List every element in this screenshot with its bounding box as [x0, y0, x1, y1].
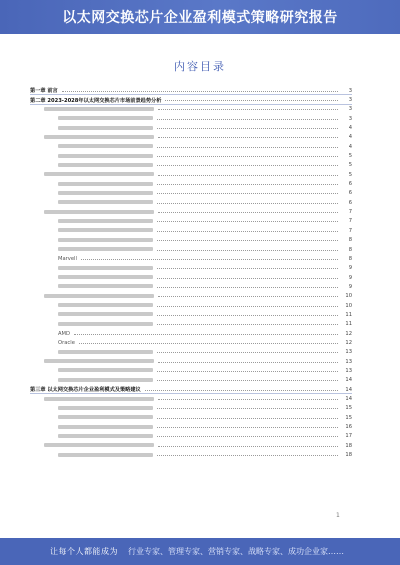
toc-dot-leader [157, 183, 338, 185]
toc-entry[interactable] [30, 236, 352, 245]
toc-entry-text-placeholder [58, 275, 153, 279]
toc-entry[interactable] [30, 114, 352, 123]
toc-entry[interactable] [30, 217, 352, 226]
toc-entry-page: 6 [348, 181, 352, 188]
toc-dot-leader [157, 267, 338, 269]
toc-entry-label: Marvell [58, 255, 77, 262]
toc-entry[interactable] [30, 394, 352, 403]
toc-dot-leader [158, 211, 338, 213]
toc-entry[interactable] [30, 198, 352, 207]
toc-entry-text-placeholder [58, 154, 153, 158]
toc-entry-label [58, 153, 155, 159]
toc-entry-page: 11 [345, 311, 352, 318]
toc-entry-label [58, 405, 155, 411]
toc-entry-page: 15 [345, 405, 352, 412]
toc-dot-leader [157, 239, 338, 241]
toc-entry-label [58, 228, 155, 234]
toc-entry-page: 14 [345, 396, 352, 403]
toc-entry-text-placeholder [58, 219, 153, 223]
toc-chapter-entry[interactable] [30, 86, 352, 95]
toc-entry-page: 8 [348, 237, 352, 244]
toc-entry-page: 9 [348, 265, 352, 272]
toc-dot-leader [158, 445, 338, 447]
toc-entry[interactable] [30, 348, 352, 357]
report-title: 以太网交换芯片企业盈利模式策略研究报告 [62, 10, 338, 26]
toc-entry-label [58, 349, 155, 355]
toc-entry[interactable] [30, 245, 352, 254]
toc-dot-leader [81, 258, 338, 260]
toc-entry-label [58, 415, 155, 421]
toc-entry-label [44, 396, 156, 402]
toc-entry-text-placeholder [58, 312, 153, 316]
toc-entry-label [58, 116, 155, 122]
toc-dot-leader [157, 220, 338, 222]
toc-dot-leader [157, 155, 338, 157]
toc-entry[interactable] [30, 310, 352, 319]
toc-entry[interactable] [30, 301, 352, 310]
toc-heading: 内容目录 [174, 60, 226, 73]
toc-entry[interactable] [30, 329, 352, 338]
toc-entry-label [58, 200, 155, 206]
toc-entry-text-placeholder [44, 359, 154, 363]
toc-entry-text-placeholder [58, 378, 153, 382]
toc-entry-label [58, 162, 155, 168]
toc-entry-page: 3 [348, 106, 352, 113]
toc-entry[interactable] [30, 282, 352, 291]
toc-entry[interactable] [30, 123, 352, 132]
toc-entry-page: 15 [345, 414, 352, 421]
toc-entry[interactable] [30, 189, 352, 198]
toc-dot-leader [157, 370, 338, 372]
toc-dot-leader [62, 90, 338, 92]
toc-entry[interactable] [30, 264, 352, 273]
toc-entry-text-placeholder [58, 182, 153, 186]
toc-dot-leader [79, 342, 338, 344]
toc-entry-text-placeholder [44, 294, 154, 298]
toc-dot-leader [157, 323, 338, 325]
toc-entry-page: 11 [345, 321, 352, 328]
toc-entry-label [44, 359, 156, 365]
toc-entry-label: 第三章 以太网交换芯片企业盈利模式及策略建议 [30, 387, 141, 394]
toc-entry-page: 12 [345, 330, 352, 337]
toc-entry-text-placeholder [44, 172, 154, 176]
toc-entry-page: 10 [345, 302, 352, 309]
toc-dot-leader [157, 249, 338, 251]
toc-dot-leader [157, 230, 338, 232]
toc-entry-page: 3 [348, 87, 352, 94]
toc-entry-page: 18 [345, 452, 352, 459]
toc-entry-text-placeholder [44, 107, 154, 111]
toc-dot-leader [157, 164, 338, 166]
toc-dot-leader [158, 136, 338, 138]
toc-entry-text-placeholder [58, 200, 153, 204]
toc-dot-leader [157, 286, 338, 288]
table-of-contents [30, 86, 352, 516]
toc-entry-text-placeholder [58, 163, 153, 167]
toc-entry[interactable] [30, 366, 352, 375]
toc-entry-text-placeholder [58, 434, 153, 438]
toc-entry-label [58, 190, 155, 196]
toc-entry[interactable] [30, 133, 352, 142]
toc-entry-page: 17 [345, 433, 352, 440]
toc-entry-text-placeholder [58, 247, 153, 251]
toc-entry-page: 12 [345, 339, 352, 346]
toc-entry-page: 16 [345, 424, 352, 431]
toc-entry[interactable] [30, 441, 352, 450]
toc-entry-page: 18 [345, 442, 352, 449]
toc-dot-leader [157, 435, 338, 437]
toc-entry-label [44, 134, 156, 140]
toc-dot-leader [157, 417, 338, 419]
toc-dot-leader [157, 454, 338, 456]
toc-entry-page: 9 [348, 283, 352, 290]
toc-entry-label: 第二章 2023-2028年以太网交换芯片市场前景趋势分析 [30, 97, 162, 104]
toc-entry-text-placeholder [58, 350, 153, 354]
toc-entry-page: 14 [345, 377, 352, 384]
toc-entry-label: 第一章 前言 [30, 88, 58, 95]
toc-entry[interactable] [30, 170, 352, 179]
toc-entry[interactable] [30, 413, 352, 422]
toc-entry[interactable] [30, 338, 352, 347]
toc-entry-text-placeholder [44, 397, 154, 401]
toc-entry-page: 7 [348, 227, 352, 234]
toc-entry-label: Oracle [58, 339, 75, 346]
toc-entry[interactable] [30, 404, 352, 413]
toc-entry-text-placeholder [58, 228, 153, 232]
toc-entry[interactable] [30, 376, 352, 385]
toc-entry[interactable] [30, 142, 352, 151]
toc-entry-label [58, 377, 155, 383]
toc-entry[interactable] [30, 273, 352, 282]
toc-entry[interactable] [30, 207, 352, 216]
toc-entry-text-placeholder [58, 266, 153, 270]
toc-entry-label [58, 125, 155, 131]
toc-entry-label: AMD [58, 330, 71, 337]
toc-entry-label [44, 209, 156, 215]
report-header-banner [0, 0, 400, 34]
toc-dot-leader [157, 127, 338, 129]
toc-entry-label [58, 284, 155, 290]
toc-entry-label [58, 321, 155, 327]
toc-dot-leader [157, 118, 338, 120]
toc-entry[interactable] [30, 292, 352, 301]
footer-slogan: 让每个人都能成为 [50, 547, 118, 556]
toc-entry-text-placeholder [58, 191, 153, 195]
toc-entry-text-placeholder [58, 303, 153, 307]
toc-entry[interactable] [30, 422, 352, 431]
toc-entry-page: 4 [348, 125, 352, 132]
toc-entry-text-placeholder [58, 284, 153, 288]
toc-entry[interactable] [30, 254, 352, 263]
toc-entry-text-placeholder [58, 144, 153, 148]
toc-entry-page: 10 [345, 293, 352, 300]
toc-entry[interactable] [30, 151, 352, 160]
toc-entry-page: 4 [348, 143, 352, 150]
toc-dot-leader [157, 407, 338, 409]
toc-dot-leader [157, 277, 338, 279]
toc-entry-page: 3 [348, 115, 352, 122]
toc-entry-page: 7 [348, 218, 352, 225]
toc-entry-page: 5 [348, 162, 352, 169]
toc-entry[interactable] [30, 105, 352, 114]
toc-dot-leader [165, 99, 338, 101]
toc-entry-label [44, 293, 156, 299]
toc-entry-page: 13 [345, 358, 352, 365]
footer-tagline: 行业专家、管理专家、营销专家、战略专家、成功企业家…… [128, 547, 344, 556]
toc-dot-leader [157, 379, 338, 381]
toc-entry[interactable] [30, 357, 352, 366]
toc-entry-page: 14 [345, 386, 352, 393]
toc-entry-label [58, 424, 155, 430]
toc-entry-label [58, 181, 155, 187]
toc-entry-label [58, 433, 155, 439]
toc-entry-label [58, 218, 155, 224]
toc-entry-text-placeholder [58, 116, 153, 120]
toc-entry-text-placeholder [58, 322, 153, 326]
toc-entry-page: 6 [348, 190, 352, 197]
toc-dot-leader [157, 192, 338, 194]
toc-dot-leader [158, 361, 338, 363]
toc-entry-text-placeholder [44, 135, 154, 139]
toc-dot-leader [74, 333, 338, 335]
toc-entry-text-placeholder [58, 453, 153, 457]
report-footer-banner [0, 538, 400, 565]
toc-entry-label [58, 247, 155, 253]
toc-dot-leader [158, 174, 338, 176]
toc-entry-page: 5 [348, 153, 352, 160]
toc-entry[interactable] [30, 320, 352, 329]
toc-entry-text-placeholder [58, 368, 153, 372]
toc-entry-page: 8 [348, 246, 352, 253]
toc-dot-leader [158, 398, 338, 400]
toc-dot-leader [157, 305, 338, 307]
toc-entry-label [58, 237, 155, 243]
toc-entry-page: 3 [348, 97, 352, 104]
toc-entry-label [58, 452, 155, 458]
toc-dot-leader [158, 108, 338, 110]
toc-entry[interactable] [30, 226, 352, 235]
toc-entry-label [44, 106, 156, 112]
toc-chapter-entry[interactable] [30, 95, 352, 104]
toc-entry-text-placeholder [44, 210, 154, 214]
toc-entry-page: 9 [348, 274, 352, 281]
toc-entry[interactable] [30, 450, 352, 459]
toc-entry-page: 6 [348, 199, 352, 206]
toc-dot-leader [157, 426, 338, 428]
page-number: 1 [336, 512, 340, 519]
toc-entry-page: 13 [345, 349, 352, 356]
toc-entry-label [58, 368, 155, 374]
toc-entry-text-placeholder [58, 238, 153, 242]
toc-entry-page: 4 [348, 134, 352, 141]
toc-dot-leader [157, 351, 338, 353]
toc-dot-leader [157, 146, 338, 148]
toc-entry-page: 13 [345, 367, 352, 374]
toc-entry-page: 5 [348, 171, 352, 178]
toc-dot-leader [158, 295, 338, 297]
toc-dot-leader [157, 314, 338, 316]
toc-dot-leader [145, 389, 338, 391]
toc-entry-text-placeholder [44, 443, 154, 447]
toc-dot-leader [157, 202, 338, 204]
toc-entry-text-placeholder [58, 425, 153, 429]
toc-entry-label [58, 275, 155, 281]
toc-entry-label [58, 312, 155, 318]
toc-entry-page: 7 [348, 209, 352, 216]
toc-chapter-entry[interactable] [30, 385, 352, 394]
toc-entry-page: 8 [348, 255, 352, 262]
toc-entry[interactable] [30, 432, 352, 441]
toc-entry[interactable] [30, 161, 352, 170]
toc-entry-text-placeholder [58, 406, 153, 410]
toc-entry[interactable] [30, 179, 352, 188]
toc-entry-label [58, 265, 155, 271]
toc-entry-label [44, 172, 156, 178]
toc-entry-text-placeholder [58, 415, 153, 419]
toc-entry-label [58, 144, 155, 150]
toc-entry-label [44, 443, 156, 449]
toc-entry-text-placeholder [58, 126, 153, 130]
toc-entry-label [58, 303, 155, 309]
